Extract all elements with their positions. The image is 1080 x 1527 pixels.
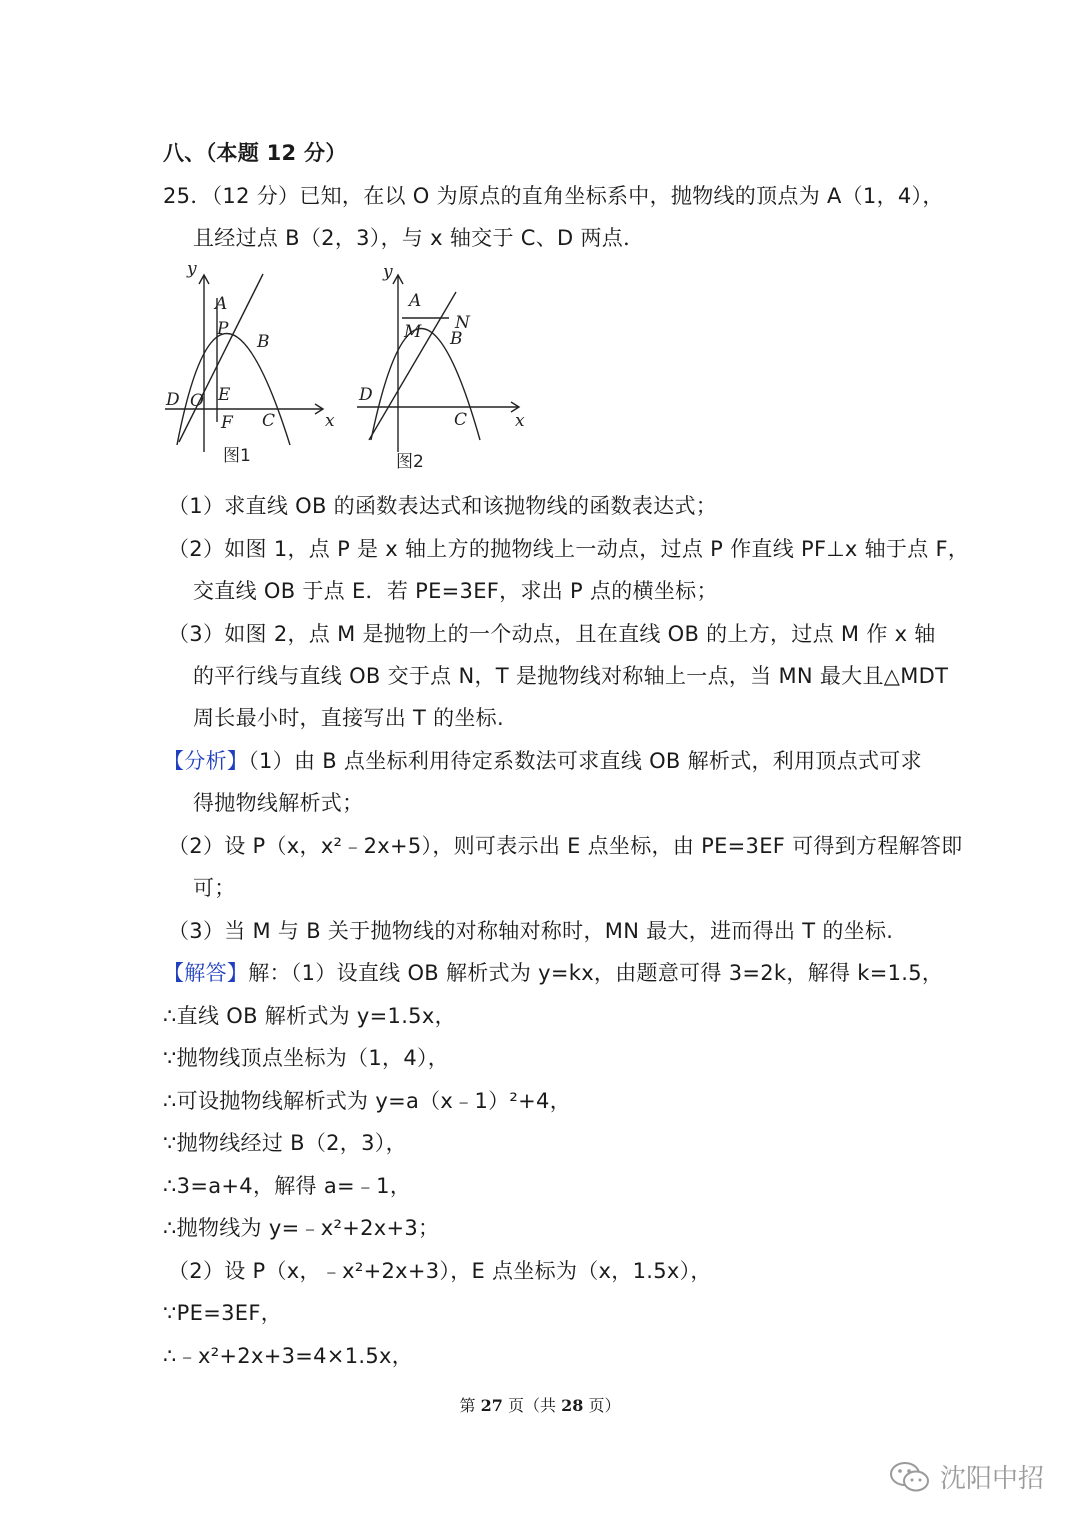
footer-page-number: 27: [480, 1396, 503, 1415]
analysis-line-3: （2）设 P（x，x²﹣2x+5），则可表示出 E 点坐标，由 PE=3EF 可得到方程解答即: [168, 834, 963, 858]
fig1-caption: 图1: [223, 446, 251, 466]
fig1-label-c: C: [262, 411, 276, 431]
fig1-label-d: D: [166, 390, 180, 410]
question-1: （1）求直线 OB 的函数表达式和该抛物线的函数表达式；: [168, 494, 718, 518]
fig1-label-y: y: [187, 262, 197, 279]
solution-tag: 【解答】: [163, 961, 249, 985]
fig1-label-b: B: [257, 332, 270, 352]
footer-total-pages: 28: [561, 1396, 584, 1415]
solution-line-8: （2）设 P（x，﹣x²+2x+3），E 点坐标为（x，1.5x），: [168, 1259, 712, 1283]
analysis-line-1: [163, 746, 922, 776]
solution-line-2: ∴直线 OB 解析式为 y=1.5x，: [163, 1004, 456, 1028]
watermark-text: 沈阳中招: [940, 1464, 1045, 1494]
wechat-icon: [888, 1459, 932, 1495]
section-title: 八、（本题 12 分）: [163, 141, 347, 165]
fig1-label-x: x: [325, 411, 335, 431]
fig1-label-e: E: [218, 385, 231, 405]
question-3-line-3: 周长最小时，直接写出 T 的坐标.: [193, 706, 504, 730]
solution-line-5: ∵抛物线经过 B（2，3），: [163, 1131, 407, 1155]
figure-2: [352, 262, 532, 472]
question-3-line-1: （3）如图 2，点 M 是抛物上的一个动点，且在直线 OB 的上方，过点 M 作 x 轴: [168, 622, 936, 646]
footer-mid: 页（共: [507, 1396, 556, 1415]
fig2-line-ob: [369, 292, 456, 440]
fig2-label-b: B: [450, 329, 463, 349]
question-2-line-2: 交直线 OB 于点 E．若 PE=3EF，求出 P 点的横坐标；: [193, 579, 718, 603]
fig2-label-d: D: [359, 385, 373, 405]
fig2-label-x: x: [515, 411, 525, 431]
analysis-text-1: （1）由 B 点坐标利用待定系数法可求直线 OB 解析式，利用顶点式可求: [248, 749, 922, 773]
solution-line-7: ∴抛物线为 y=﹣x²+2x+3；: [163, 1216, 440, 1240]
fig1-label-a: A: [215, 294, 228, 314]
question-3-line-2: 的平行线与直线 OB 交于点 N，T 是抛物线对称轴上一点，当 MN 最大且△MDT: [193, 664, 949, 688]
figure-1: [160, 262, 340, 472]
analysis-line-5: （3）当 M 与 B 关于抛物线的对称轴对称时，MN 最大，进而得出 T 的坐标.: [168, 919, 894, 943]
fig1-label-f: F: [221, 413, 233, 433]
analysis-line-2: 得抛物线解析式；: [193, 791, 364, 815]
solution-text-1: 解：（1）设直线 OB 解析式为 y=kx，由题意可得 3=2k，解得 k=1.5，: [248, 961, 944, 985]
analysis-tag: 【分析】: [163, 749, 249, 773]
question-2-line-1: （2）如图 1，点 P 是 x 轴上方的抛物线上一动点，过点 P 作直线 PF⊥x 轴于点 F，: [168, 537, 970, 561]
fig2-caption: 图2: [396, 452, 424, 472]
problem-line-2: 且经过点 B（2，3），与 x 轴交于 C、D 两点．: [193, 226, 645, 250]
fig2-label-c: C: [454, 410, 468, 430]
solution-line-6: ∴3=a+4，解得 a=﹣1，: [163, 1174, 412, 1198]
analysis-line-4: 可；: [193, 876, 236, 900]
fig2-label-m: M: [404, 322, 422, 342]
watermark: [888, 1458, 1044, 1495]
page-footer: [0, 1393, 1080, 1416]
solution-line-10: ∴﹣x²+2x+3=4×1.5x，: [163, 1344, 414, 1368]
fig2-label-y: y: [383, 262, 393, 282]
solution-line-4: ∴可设抛物线解析式为 y=a（x﹣1）²+4，: [163, 1089, 571, 1113]
solution-line-1: [163, 958, 943, 988]
footer-post: 页）: [588, 1396, 621, 1415]
solution-line-9: ∵PE=3EF，: [163, 1301, 282, 1325]
fig1-label-p: P: [217, 319, 229, 339]
solution-line-3: ∵抛物线顶点坐标为（1，4），: [163, 1046, 450, 1070]
problem-line-1: 25．（12 分）已知，在以 O 为原点的直角坐标系中，抛物线的顶点为 A（1，4），: [163, 184, 944, 208]
footer-pre: 第: [459, 1396, 476, 1415]
fig2-label-n: N: [455, 313, 470, 333]
fig1-label-o: O: [190, 391, 204, 411]
fig2-label-a: A: [409, 291, 422, 311]
